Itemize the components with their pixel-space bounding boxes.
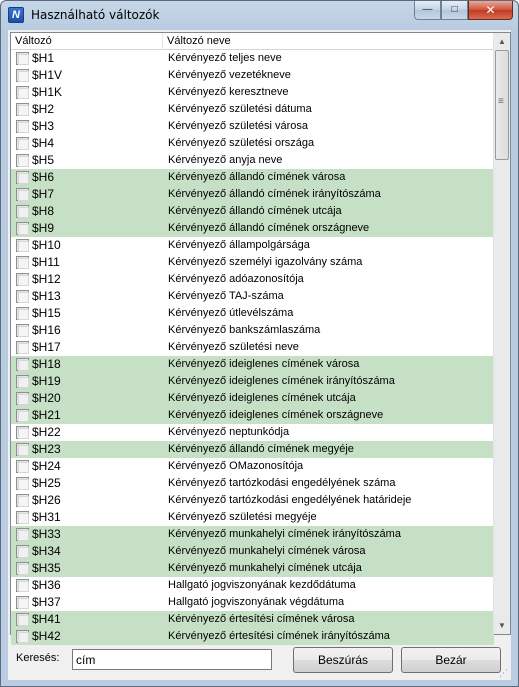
variable-code: $H31 [32, 510, 61, 524]
variable-code: $H8 [32, 204, 55, 218]
row-checkbox[interactable] [16, 443, 29, 456]
variable-code: $H36 [32, 578, 61, 592]
row-checkbox[interactable] [16, 188, 29, 201]
variable-name: Kérvényező állandó címének irányítószáma [168, 188, 381, 200]
list-item[interactable] [11, 322, 494, 339]
row-checkbox[interactable] [16, 426, 29, 439]
row-checkbox[interactable] [16, 545, 29, 558]
variable-code: $H1 [32, 51, 55, 65]
scroll-down-arrow-icon[interactable]: ▼ [498, 621, 506, 630]
variable-name: Kérvényező neptunkódja [168, 426, 290, 438]
variable-code: $H1V [32, 68, 63, 82]
variable-name: Kérvényező állandó címének utcája [168, 205, 342, 217]
maximize-button[interactable]: □ [441, 1, 468, 20]
variable-name: Kérvényező tartózkodási engedélyének száma [168, 477, 396, 489]
variable-code: $H18 [32, 357, 61, 371]
variable-code: $H33 [32, 527, 61, 541]
variable-code: $H24 [32, 459, 61, 473]
row-checkbox[interactable] [16, 273, 29, 286]
variable-code: $H35 [32, 561, 61, 575]
variable-name: Kérvényező adóazonosítója [168, 273, 304, 285]
variable-name: Kérvényező OMazonosítója [168, 460, 304, 472]
list-item[interactable] [11, 407, 494, 424]
search-label: Keresés: [16, 652, 60, 664]
variable-code: $H42 [32, 629, 61, 643]
vertical-scrollbar[interactable] [493, 33, 510, 634]
row-checkbox[interactable] [16, 460, 29, 473]
variable-name: Kérvényező állandó címének városa [168, 171, 346, 183]
row-checkbox[interactable] [16, 69, 29, 82]
variable-code: $H3 [32, 119, 55, 133]
row-checkbox[interactable] [16, 120, 29, 133]
row-checkbox[interactable] [16, 494, 29, 507]
list-item[interactable] [11, 186, 494, 203]
list-item[interactable] [11, 390, 494, 407]
variable-code: $H34 [32, 544, 61, 558]
variable-code: $H16 [32, 323, 61, 337]
list-item[interactable] [11, 84, 494, 101]
row-checkbox[interactable] [16, 358, 29, 371]
app-logo-icon: N [8, 7, 24, 23]
list-item[interactable] [11, 577, 494, 594]
row-checkbox[interactable] [16, 205, 29, 218]
variable-name: Hallgató jogviszonyának kezdődátuma [168, 579, 356, 591]
variable-name: Kérvényező állampolgársága [168, 239, 310, 251]
list-item[interactable] [11, 67, 494, 84]
variable-name: Kérvényező teljes neve [168, 52, 282, 64]
list-item[interactable] [11, 254, 494, 271]
list-item[interactable] [11, 237, 494, 254]
variable-name: Kérvényező ideiglenes címének országneve [168, 409, 384, 421]
list-item[interactable] [11, 594, 494, 611]
variable-name: Kérvényező bankszámlaszáma [168, 324, 321, 336]
variable-name: Kérvényező születési városa [168, 120, 309, 132]
row-checkbox[interactable] [16, 341, 29, 354]
variable-code: $H15 [32, 306, 61, 320]
list-item[interactable] [11, 118, 494, 135]
list-item[interactable] [11, 305, 494, 322]
scrollbar-thumb[interactable] [495, 50, 509, 160]
variable-name: Kérvényező útlevélszáma [168, 307, 294, 319]
column-header-variable-name[interactable]: Változó neve [163, 33, 494, 50]
list-item[interactable] [11, 203, 494, 220]
variable-name: Kérvényező munkahelyi címének városa [168, 545, 366, 557]
variable-code: $H37 [32, 595, 61, 609]
row-checkbox[interactable] [16, 239, 29, 252]
row-checkbox[interactable] [16, 307, 29, 320]
variable-code: $H7 [32, 187, 55, 201]
search-input[interactable] [72, 649, 272, 670]
caption-buttons [414, 1, 513, 21]
list-item[interactable] [11, 169, 494, 186]
variable-code: $H2 [32, 102, 55, 116]
list-header [11, 33, 494, 50]
row-checkbox[interactable] [16, 596, 29, 609]
variable-name: Kérvényező születési megyéje [168, 511, 317, 523]
list-item[interactable] [11, 611, 494, 628]
list-item[interactable] [11, 101, 494, 118]
variable-name: Hallgató jogviszonyának végdátuma [168, 596, 345, 608]
resize-grip-icon[interactable]: ⋰ [499, 668, 508, 678]
variables-list[interactable] [10, 32, 511, 643]
list-item[interactable] [11, 271, 494, 288]
list-item[interactable] [11, 509, 494, 526]
variable-code: $H23 [32, 442, 61, 456]
list-item[interactable] [11, 373, 494, 390]
list-item[interactable] [11, 220, 494, 237]
close-button[interactable]: ✕ [468, 1, 513, 20]
variable-code: $H4 [32, 136, 55, 150]
row-checkbox[interactable] [16, 579, 29, 592]
variable-code: $H5 [32, 153, 55, 167]
variable-code: $H10 [32, 238, 61, 252]
list-item[interactable] [11, 492, 494, 509]
variable-name: Kérvényező tartózkodási engedélyének határideje [168, 494, 412, 506]
row-checkbox[interactable] [16, 154, 29, 167]
variable-code: $H13 [32, 289, 61, 303]
variable-code: $H41 [32, 612, 61, 626]
row-checkbox[interactable] [16, 52, 29, 65]
row-checkbox[interactable] [16, 375, 29, 388]
window-title: Használható változók [31, 8, 160, 22]
variable-code: $H12 [32, 272, 61, 286]
variable-name: Kérvényező születési dátuma [168, 103, 312, 115]
variable-name: Kérvényező születési országa [168, 137, 315, 149]
variable-name: Kérvényező munkahelyi címének irányítószáma [168, 528, 401, 540]
variable-name: Kérvényező állandó címének országneve [168, 222, 370, 234]
row-checkbox[interactable] [16, 613, 29, 626]
variable-code: $H26 [32, 493, 61, 507]
variable-code: $H17 [32, 340, 61, 354]
variable-name: Kérvényező személyi igazolvány száma [168, 256, 363, 268]
row-checkbox[interactable] [16, 256, 29, 269]
variable-name: Kérvényező ideiglenes címének irányítószáma [168, 375, 395, 387]
list-item[interactable] [11, 543, 494, 560]
row-checkbox[interactable] [16, 171, 29, 184]
row-checkbox[interactable] [16, 511, 29, 524]
variable-name: Kérvényező vezetékneve [168, 69, 291, 81]
variable-name: Kérvényező keresztneve [168, 86, 289, 98]
list-item[interactable] [11, 441, 494, 458]
variable-name: Kérvényező anyja neve [168, 154, 283, 166]
variable-code: $H25 [32, 476, 61, 490]
variable-code: $H20 [32, 391, 61, 405]
column-header-variable[interactable]: Változó [11, 33, 163, 50]
list-item[interactable] [11, 135, 494, 152]
dialog-client-area [8, 30, 511, 680]
variable-name: Kérvényező ideiglenes címének utcája [168, 392, 356, 404]
row-checkbox[interactable] [16, 324, 29, 337]
row-checkbox[interactable] [16, 392, 29, 405]
row-checkbox[interactable] [16, 86, 29, 99]
variable-code: $H6 [32, 170, 55, 184]
row-checkbox[interactable] [16, 222, 29, 235]
variable-code: $H11 [32, 255, 60, 269]
variable-name: Kérvényező születési neve [168, 341, 299, 353]
list-item[interactable] [11, 288, 494, 305]
title-bar[interactable] [1, 1, 518, 29]
variable-code: $H19 [32, 374, 61, 388]
variable-code: $H22 [32, 425, 61, 439]
variable-name: Kérvényező állandó címének megyéje [168, 443, 354, 455]
list-item[interactable] [11, 560, 494, 577]
list-item[interactable] [11, 526, 494, 543]
variable-name: Kérvényező munkahelyi címének utcája [168, 562, 362, 574]
row-checkbox[interactable] [16, 409, 29, 422]
variable-name: Kérvényező értesítési címének irányítószáma [168, 630, 390, 642]
row-checkbox[interactable] [16, 562, 29, 575]
row-checkbox[interactable] [16, 290, 29, 303]
minimize-button[interactable]: — [414, 1, 441, 20]
row-checkbox[interactable] [16, 528, 29, 541]
variable-code: $H21 [32, 408, 61, 422]
bottom-bar [8, 642, 511, 680]
scroll-up-arrow-icon[interactable]: ▲ [498, 37, 506, 46]
variable-code: $H9 [32, 221, 55, 235]
variable-name: Kérvényező értesítési címének városa [168, 613, 355, 625]
variable-code: $H1K [32, 85, 63, 99]
variable-name: Kérvényező TAJ-száma [168, 290, 284, 302]
list-item[interactable] [11, 458, 494, 475]
list-item[interactable] [11, 339, 494, 356]
list-rows [11, 50, 494, 643]
variable-name: Kérvényező ideiglenes címének városa [168, 358, 360, 370]
list-item[interactable] [11, 50, 494, 67]
list-item[interactable] [11, 424, 494, 441]
list-item[interactable] [11, 152, 494, 169]
list-item[interactable] [11, 475, 494, 492]
list-item[interactable] [11, 356, 494, 373]
row-checkbox[interactable] [16, 477, 29, 490]
row-checkbox[interactable] [16, 137, 29, 150]
close-dialog-button[interactable]: Bezár [401, 647, 501, 673]
insert-button[interactable]: Beszúrás [293, 647, 393, 673]
row-checkbox[interactable] [16, 103, 29, 116]
